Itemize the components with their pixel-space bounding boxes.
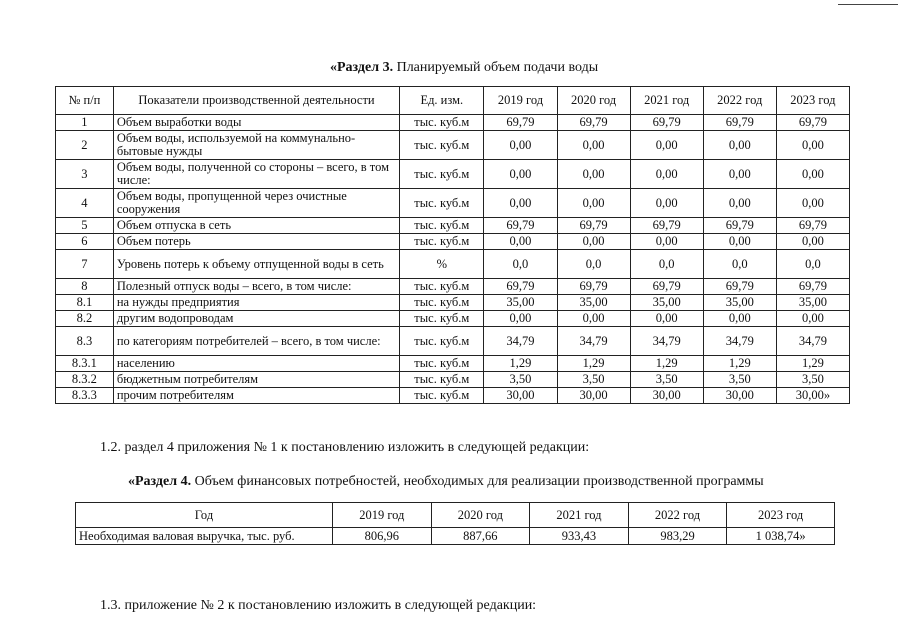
table-header-row <box>76 503 835 528</box>
row-value-2023: 35,00 <box>776 295 849 311</box>
row-value-2023: 0,0 <box>776 250 849 279</box>
row-indicator: Объем воды, используемой на коммунально-бытовые нужды <box>113 131 399 160</box>
header-2022: 2022 год <box>703 87 776 115</box>
row-value-2020: 69,79 <box>557 218 630 234</box>
section-4-title-rest: Объем финансовых потребностей, необходимых для реализации производственной программы <box>191 474 764 489</box>
table-row <box>76 528 835 545</box>
row-value-2019: 69,79 <box>484 218 557 234</box>
header-unit: Ед. изм. <box>400 87 484 115</box>
row-value-2021: 30,00 <box>630 388 703 404</box>
row-num: 4 <box>56 189 114 218</box>
row-value-2021: 3,50 <box>630 372 703 388</box>
header-2021: 2021 год <box>530 503 629 528</box>
row-indicator: прочим потребителям <box>113 388 399 404</box>
row-value-2023: 1,29 <box>776 356 849 372</box>
header-indicator: Показатели производственной деятельности <box>113 87 399 115</box>
row-value-2022: 69,79 <box>703 218 776 234</box>
row-unit: тыс. куб.м <box>400 279 484 295</box>
row-unit: тыс. куб.м <box>400 160 484 189</box>
section-4-title-bold: «Раздел 4. <box>128 474 192 489</box>
row-value-2020: 69,79 <box>557 279 630 295</box>
paragraph-1-2: 1.2. раздел 4 приложения № 1 к постановлению изложить в следующей редакции: <box>100 440 590 455</box>
row-value-2019: 34,79 <box>484 327 557 356</box>
table-row <box>56 115 850 131</box>
row-num: 6 <box>56 234 114 250</box>
row-unit: тыс. куб.м <box>400 388 484 404</box>
section-3-title-rest: Планируемый объем подачи воды <box>393 60 599 75</box>
section-3-title <box>330 60 598 76</box>
row-value-2022: 34,79 <box>703 327 776 356</box>
row-num: 7 <box>56 250 114 279</box>
row-unit: тыс. куб.м <box>400 131 484 160</box>
row-unit: тыс. куб.м <box>400 189 484 218</box>
table-row <box>56 218 850 234</box>
header-2020: 2020 год <box>557 87 630 115</box>
row-value-2020: 0,00 <box>557 160 630 189</box>
row-num: 2 <box>56 131 114 160</box>
row-value-2022: 69,79 <box>703 279 776 295</box>
table-row <box>56 295 850 311</box>
row-value-2019: 0,00 <box>484 311 557 327</box>
row-value-2022: 0,00 <box>703 189 776 218</box>
row-value-2021: 69,79 <box>630 218 703 234</box>
row-value-2021: 0,00 <box>630 311 703 327</box>
section-4-table <box>75 502 835 545</box>
row-num: 1 <box>56 115 114 131</box>
row-value-2021: 0,00 <box>630 234 703 250</box>
row-value-2019: 0,00 <box>484 131 557 160</box>
row-indicator: населению <box>113 356 399 372</box>
row-value-2020: 69,79 <box>557 115 630 131</box>
header-2020: 2020 год <box>431 503 530 528</box>
row-value-2021: 34,79 <box>630 327 703 356</box>
table-row <box>56 250 850 279</box>
row-num: 8.3 <box>56 327 114 356</box>
row-value-2023: 34,79 <box>776 327 849 356</box>
row-unit: тыс. куб.м <box>400 311 484 327</box>
row-value-2020: 3,50 <box>557 372 630 388</box>
row-unit: тыс. куб.м <box>400 372 484 388</box>
row-value-2021: 1,29 <box>630 356 703 372</box>
row-value-2023: 30,00» <box>776 388 849 404</box>
row-value-2021: 0,00 <box>630 189 703 218</box>
section-4-title <box>128 474 764 490</box>
row-indicator: Объем воды, полученной со стороны – всего, в том числе: <box>113 160 399 189</box>
row-value-2019: 35,00 <box>484 295 557 311</box>
row-value-2022: 1,29 <box>703 356 776 372</box>
row-value-2023: 0,00 <box>776 160 849 189</box>
row-value-2023: 0,00 <box>776 311 849 327</box>
row-unit: % <box>400 250 484 279</box>
table-row <box>56 189 850 218</box>
row-indicator: Уровень потерь к объему отпущенной воды в сеть <box>113 250 399 279</box>
row-unit: тыс. куб.м <box>400 356 484 372</box>
row-value-2022: 35,00 <box>703 295 776 311</box>
row-value-2021: 69,79 <box>630 279 703 295</box>
row-num: 8.3.1 <box>56 356 114 372</box>
table-row <box>56 356 850 372</box>
row-unit: тыс. куб.м <box>400 295 484 311</box>
header-2019: 2019 год <box>484 87 557 115</box>
row-value-2023: 0,00 <box>776 234 849 250</box>
header-2021: 2021 год <box>630 87 703 115</box>
row-value-2022: 30,00 <box>703 388 776 404</box>
header-2023: 2023 год <box>727 503 835 528</box>
table-row <box>56 160 850 189</box>
row-indicator: Объем выработки воды <box>113 115 399 131</box>
row-value-2019: 0,00 <box>484 234 557 250</box>
row-value-2023: 0,00 <box>776 131 849 160</box>
row-value-2020: 0,00 <box>557 234 630 250</box>
row-value-2023: 69,79 <box>776 115 849 131</box>
row-unit: тыс. куб.м <box>400 234 484 250</box>
value-2022: 983,29 <box>628 528 727 545</box>
section-3-table <box>55 86 850 404</box>
table-row <box>56 372 850 388</box>
row-value-2021: 0,0 <box>630 250 703 279</box>
row-value-2022: 0,00 <box>703 234 776 250</box>
row-value-2019: 3,50 <box>484 372 557 388</box>
row-indicator: по категориям потребителей – всего, в том числе: <box>113 327 399 356</box>
row-indicator: Объем потерь <box>113 234 399 250</box>
table-row <box>56 131 850 160</box>
row-indicator: Полезный отпуск воды – всего, в том числе: <box>113 279 399 295</box>
row-value-2020: 35,00 <box>557 295 630 311</box>
row-value-2020: 34,79 <box>557 327 630 356</box>
table-row <box>56 279 850 295</box>
value-2020: 887,66 <box>431 528 530 545</box>
row-value-2020: 0,00 <box>557 189 630 218</box>
row-num: 8.3.2 <box>56 372 114 388</box>
header-year: Год <box>76 503 333 528</box>
paragraph-1-3: 1.3. приложение № 2 к постановлению изложить в следующей редакции: <box>100 598 537 613</box>
header-2022: 2022 год <box>628 503 727 528</box>
row-num: 8.2 <box>56 311 114 327</box>
row-value-2020: 30,00 <box>557 388 630 404</box>
header-2019: 2019 год <box>333 503 432 528</box>
row-value-2019: 69,79 <box>484 279 557 295</box>
value-2019: 806,96 <box>333 528 432 545</box>
table-row <box>56 327 850 356</box>
row-num: 8 <box>56 279 114 295</box>
row-unit: тыс. куб.м <box>400 327 484 356</box>
row-value-2019: 0,00 <box>484 160 557 189</box>
header-2023: 2023 год <box>776 87 849 115</box>
table-header-row <box>56 87 850 115</box>
table-row <box>56 234 850 250</box>
row-value-2022: 0,00 <box>703 160 776 189</box>
revenue-label: Необходимая валовая выручка, тыс. руб. <box>76 528 333 545</box>
row-value-2021: 35,00 <box>630 295 703 311</box>
row-value-2022: 3,50 <box>703 372 776 388</box>
row-value-2019: 30,00 <box>484 388 557 404</box>
header-num: № п/п <box>56 87 114 115</box>
row-indicator: бюджетным потребителям <box>113 372 399 388</box>
row-value-2021: 0,00 <box>630 160 703 189</box>
row-num: 8.3.3 <box>56 388 114 404</box>
corner-rule <box>838 4 898 5</box>
row-num: 8.1 <box>56 295 114 311</box>
section-3-table-body <box>56 115 850 404</box>
table-row <box>56 388 850 404</box>
row-value-2023: 69,79 <box>776 279 849 295</box>
section-3-title-bold: «Раздел 3. <box>330 60 394 75</box>
row-indicator: другим водопроводам <box>113 311 399 327</box>
row-value-2020: 1,29 <box>557 356 630 372</box>
row-value-2020: 0,00 <box>557 311 630 327</box>
row-value-2022: 69,79 <box>703 115 776 131</box>
row-value-2019: 0,0 <box>484 250 557 279</box>
row-value-2021: 0,00 <box>630 131 703 160</box>
row-value-2023: 0,00 <box>776 189 849 218</box>
row-num: 3 <box>56 160 114 189</box>
row-value-2022: 0,00 <box>703 311 776 327</box>
row-value-2019: 1,29 <box>484 356 557 372</box>
row-unit: тыс. куб.м <box>400 218 484 234</box>
row-indicator: Объем отпуска в сеть <box>113 218 399 234</box>
row-num: 5 <box>56 218 114 234</box>
value-2021: 933,43 <box>530 528 629 545</box>
table-row <box>56 311 850 327</box>
row-value-2019: 69,79 <box>484 115 557 131</box>
row-indicator: на нужды предприятия <box>113 295 399 311</box>
row-value-2020: 0,00 <box>557 131 630 160</box>
value-2023: 1 038,74» <box>727 528 835 545</box>
row-value-2019: 0,00 <box>484 189 557 218</box>
row-value-2022: 0,0 <box>703 250 776 279</box>
row-value-2021: 69,79 <box>630 115 703 131</box>
row-value-2022: 0,00 <box>703 131 776 160</box>
row-value-2020: 0,0 <box>557 250 630 279</box>
row-indicator: Объем воды, пропущенной через очистные сооружения <box>113 189 399 218</box>
row-value-2023: 69,79 <box>776 218 849 234</box>
row-unit: тыс. куб.м <box>400 115 484 131</box>
row-value-2023: 3,50 <box>776 372 849 388</box>
